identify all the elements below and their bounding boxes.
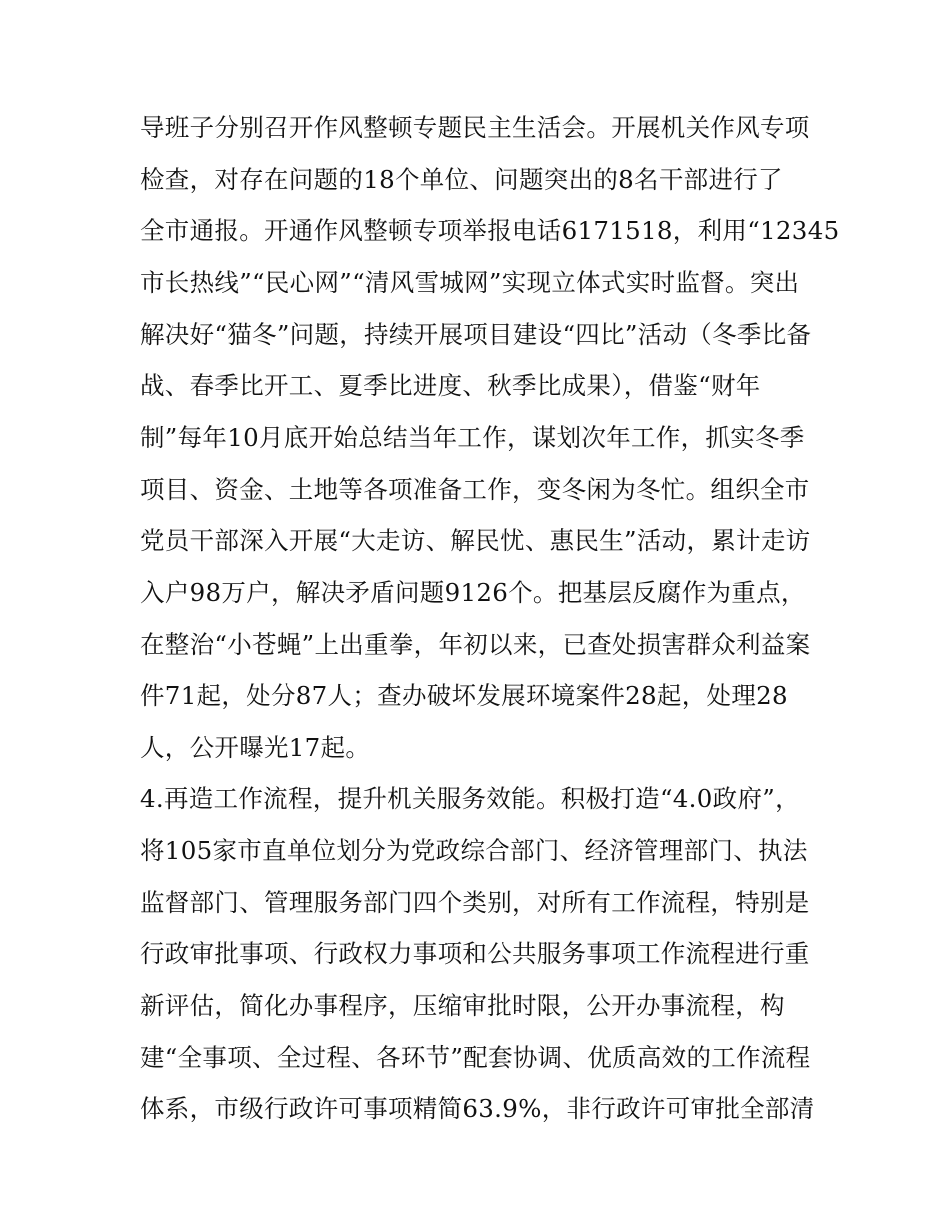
text-line: 项目、资金、土地等各项准备工作，变冬闲为冬忙。组织全市 xyxy=(140,475,810,504)
text-line: 行政审批事项、行政权力事项和公共服务事项工作流程进行重 xyxy=(140,939,810,968)
text-line: 监督部门、管理服务部门四个类别，对所有工作流程，特别是 xyxy=(140,888,810,917)
text-line: 将105家市直单位划分为党政综合部门、经济管理部门、执法 xyxy=(140,836,808,865)
text-line: 新评估，简化办事程序，压缩审批时限，公开办事流程，构 xyxy=(140,991,785,1020)
text-line: 市长热线”“民心网”“清风雪城网”实现立体式实时监督。突出 xyxy=(140,268,800,297)
text-line: 人，公开曝光17起。 xyxy=(140,733,371,762)
section-heading-line: 4.再造工作流程，提升机关服务效能。积极打造“4.0政府”， xyxy=(140,784,800,813)
text-line: 入户98万户，解决矛盾问题9126个。把基层反腐作为重点， xyxy=(140,578,806,607)
text-line: 全市通报。开通作风整顿专项举报电话6171518，利用“12345 xyxy=(140,216,840,245)
text-line: 件71起，处分87人；查办破坏发展环境案件28起，处理28 xyxy=(140,681,788,710)
text-line: 制”每年10月底开始总结当年工作，谋划次年工作，抓实冬季 xyxy=(140,423,805,452)
text-line: 检查，对存在问题的18个单位、问题突出的8名干部进行了 xyxy=(140,165,783,194)
text-line: 在整治“小苍蝇”上出重拳，年初以来，已查处损害群众利益案 xyxy=(140,630,811,659)
text-line: 党员干部深入开展“大走访、解民忧、惠民生”活动，累计走访 xyxy=(140,526,811,555)
text-line: 战、春季比开工、夏季比进度、秋季比成果），借鉴“财年 xyxy=(140,371,761,400)
text-line: 体系，市级行政许可事项精简63.9%，非行政许可审批全部清 xyxy=(140,1094,815,1123)
text-line: 建“全事项、全过程、各环节”配套协调、优质高效的工作流程 xyxy=(140,1043,811,1072)
text-line: 解决好“猫冬”问题，持续开展项目建设“四比”活动（冬季比备 xyxy=(140,320,812,349)
text-line: 导班子分别召开作风整顿专题民主生活会。开展机关作风专项 xyxy=(140,113,810,142)
